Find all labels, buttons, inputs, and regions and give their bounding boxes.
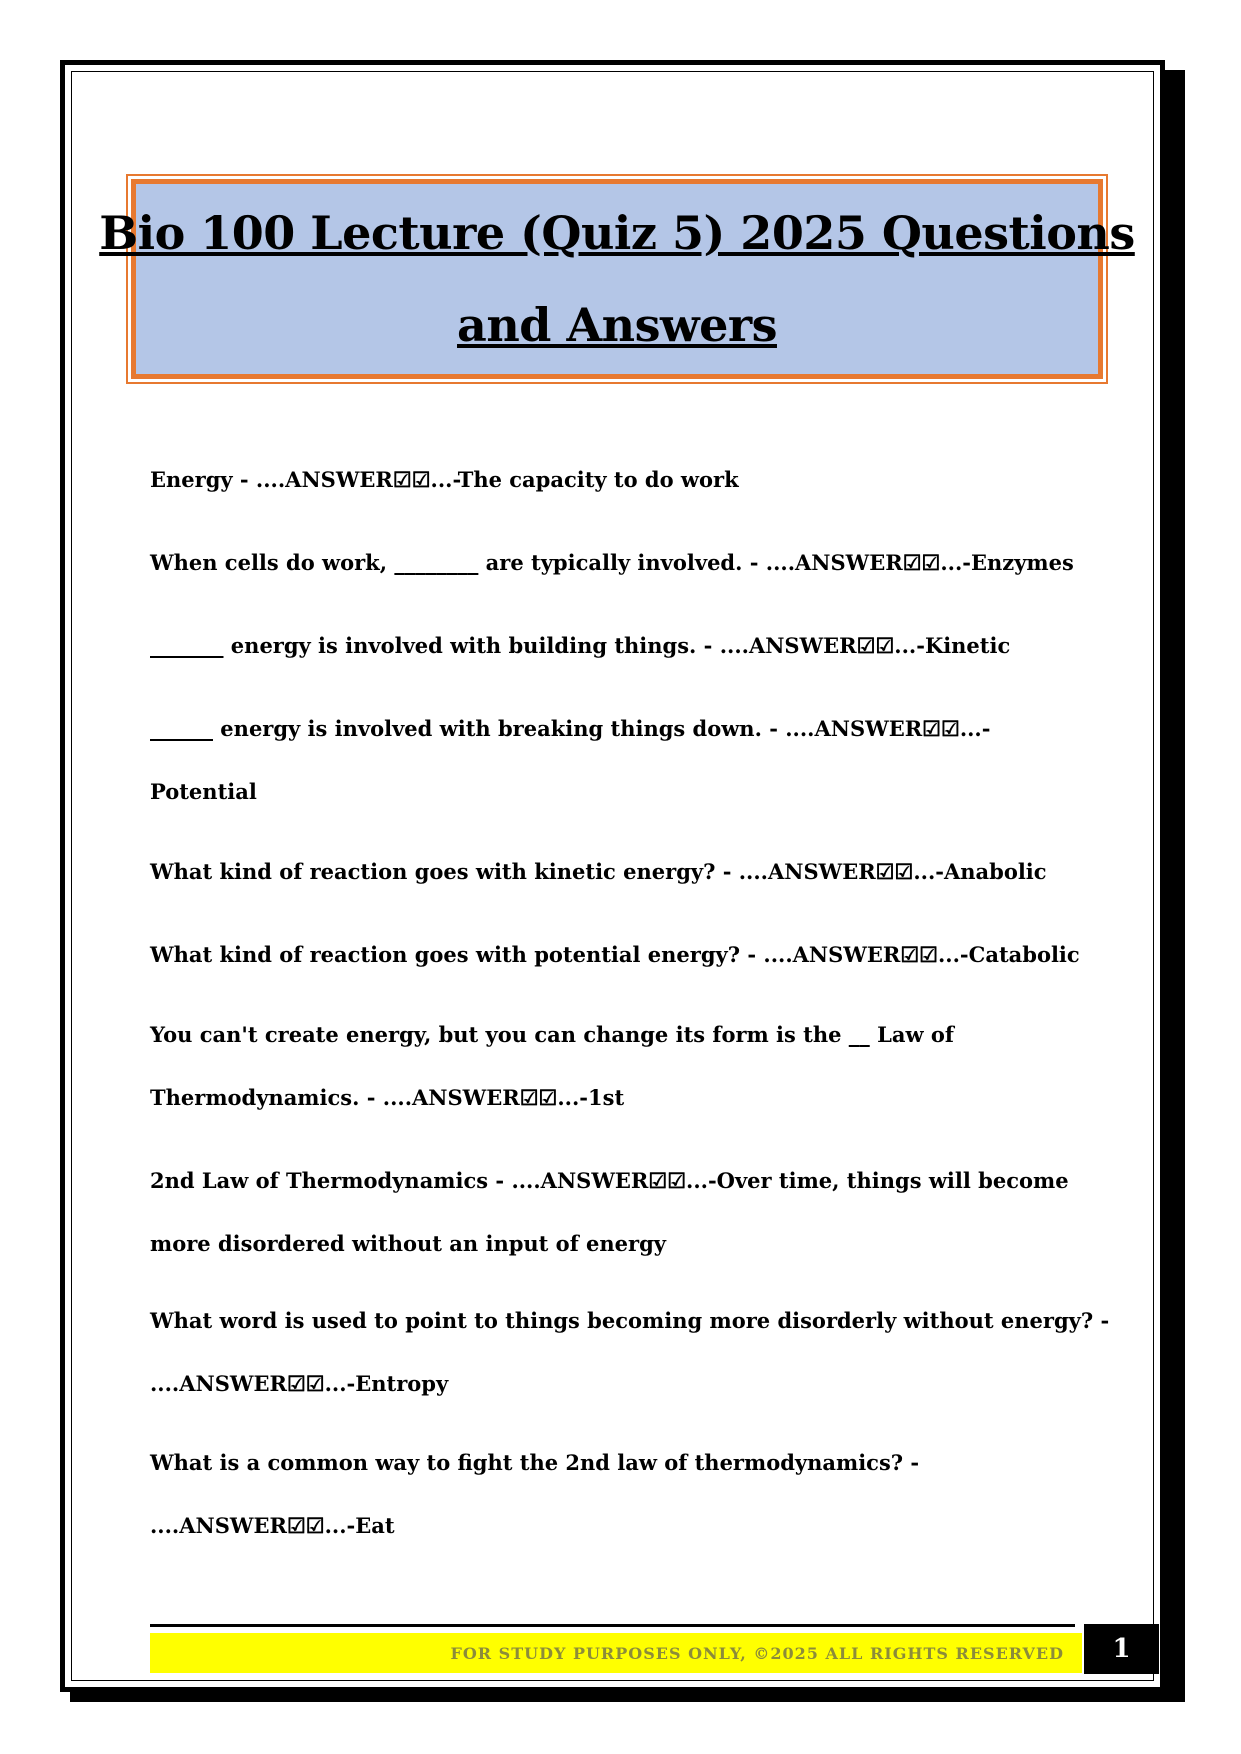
qa-line: _______ energy is involved with building things. - ....ANSWER☑☑...-Kinetic — [150, 633, 1011, 658]
qa-line: Energy - ....ANSWER☑☑...-The capacity to do work — [150, 467, 739, 492]
qa-line: Potential — [150, 779, 257, 804]
qa-line: What kind of reaction goes with kinetic energy? - ....ANSWER☑☑...-Anabolic — [150, 859, 1047, 884]
qa-line: 2nd Law of Thermodynamics - ....ANSWER☑☑...-Over time, things will become — [150, 1168, 1069, 1193]
qa-line: What kind of reaction goes with potential energy? - ....ANSWER☑☑...-Catabolic — [150, 942, 1080, 967]
qa-line: What is a common way to fight the 2nd law of thermodynamics? - — [150, 1450, 920, 1475]
footer-notice: FOR STUDY PURPOSES ONLY, ©2025 ALL RIGHTS RESERVED — [450, 1643, 1064, 1663]
footer-rule — [150, 1624, 1075, 1627]
document-title-line-1: Bio 100 Lecture (Quiz 5) 2025 Questions — [99, 206, 1135, 260]
qa-line: ______ energy is involved with breaking things down. - ....ANSWER☑☑...- — [150, 716, 991, 741]
footer-band — [150, 1633, 1082, 1673]
qa-line: Thermodynamics. - ....ANSWER☑☑...-1st — [150, 1085, 625, 1110]
qa-line: When cells do work, ________ are typically involved. - ....ANSWER☑☑...-Enzymes — [150, 550, 1074, 575]
qa-line: more disordered without an input of energy — [150, 1231, 666, 1256]
document-title-line-2: and Answers — [457, 298, 777, 352]
qa-line: ....ANSWER☑☑...-Eat — [150, 1513, 395, 1538]
qa-line: ....ANSWER☑☑...-Entropy — [150, 1371, 449, 1396]
qa-line: What word is used to point to things becoming more disorderly without energy? - — [150, 1308, 1110, 1333]
qa-line: You can't create energy, but you can change its form is the __ Law of — [150, 1022, 954, 1047]
title-box — [99, 174, 1135, 384]
page-number: 1 — [1084, 1624, 1159, 1674]
title-box-fill — [99, 179, 1135, 379]
